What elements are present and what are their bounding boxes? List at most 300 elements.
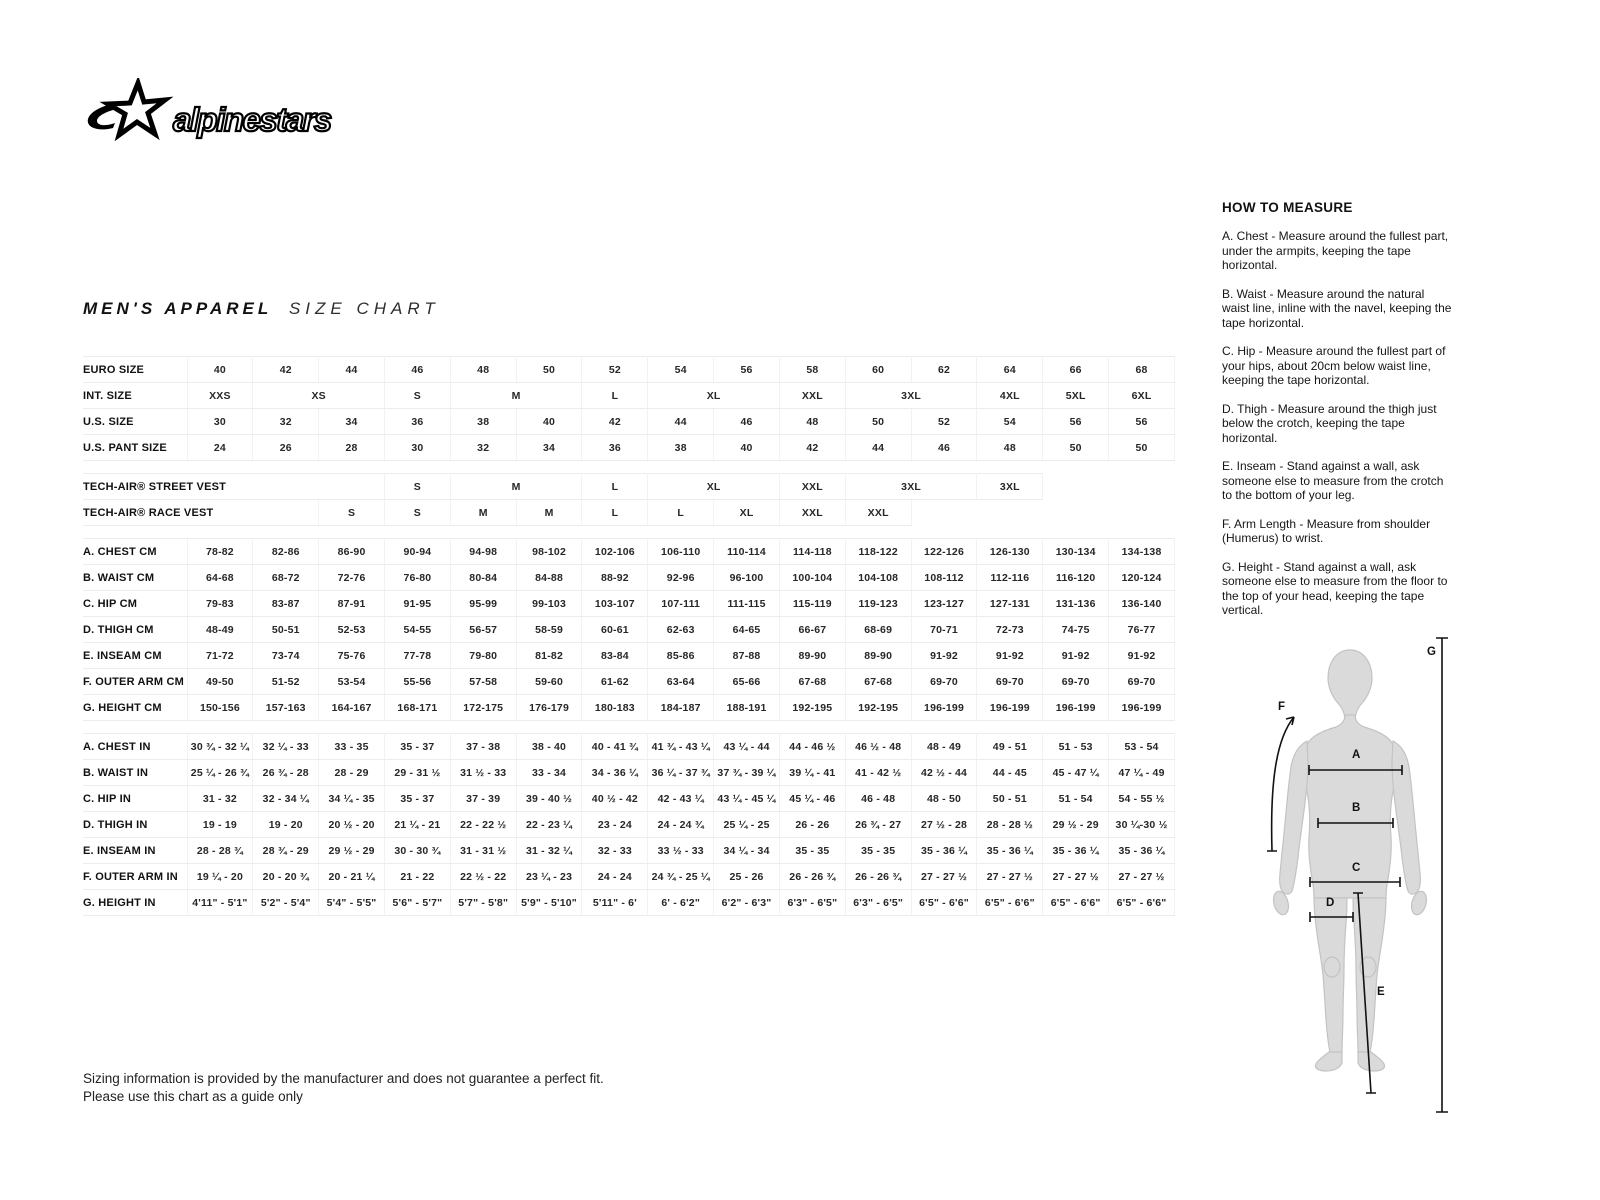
- table-section-gap: [83, 526, 1175, 539]
- size-cell: 50: [845, 409, 911, 435]
- size-chart-table-body: [83, 357, 1175, 916]
- size-cell: 35 - 37: [384, 734, 450, 760]
- size-cell: 25 ¼ - 26 ¾: [187, 760, 253, 786]
- size-cell: 188-191: [714, 695, 780, 721]
- size-cell: 33 - 35: [319, 734, 385, 760]
- size-cell: 46: [911, 435, 977, 461]
- size-cell: XXL: [779, 383, 845, 409]
- diagram-label-a: A: [1352, 749, 1361, 761]
- size-cell: 35 - 35: [779, 838, 845, 864]
- size-cell: 49 - 51: [977, 734, 1043, 760]
- size-cell: 35 - 37: [384, 786, 450, 812]
- size-cell: 196-199: [1043, 695, 1109, 721]
- size-cell: 20 ½ - 20: [319, 812, 385, 838]
- size-cell: 35 - 36 ¼: [911, 838, 977, 864]
- size-cell: 34: [319, 409, 385, 435]
- size-cell: XS: [253, 383, 385, 409]
- size-cell: 192-195: [845, 695, 911, 721]
- size-cell: 32: [450, 435, 516, 461]
- size-cell: 119-123: [845, 591, 911, 617]
- size-cell: 33 - 34: [516, 760, 582, 786]
- size-cell: 91-92: [911, 643, 977, 669]
- size-cell: 36 ¼ - 37 ¾: [648, 760, 714, 786]
- table-section-gap: [83, 721, 1175, 734]
- size-cell: 32 ¼ - 33: [253, 734, 319, 760]
- size-cell: 27 - 27 ½: [977, 864, 1043, 890]
- size-cell: 64: [977, 357, 1043, 383]
- size-cell: 71-72: [187, 643, 253, 669]
- size-cell: 50 - 51: [977, 786, 1043, 812]
- size-cell: 91-95: [384, 591, 450, 617]
- size-cell: 5XL: [1043, 383, 1109, 409]
- size-cell: 3XL: [977, 474, 1043, 500]
- size-cell: 43 ¼ - 44: [714, 734, 780, 760]
- size-cell: 55-56: [384, 669, 450, 695]
- size-cell: 6'3" - 6'5": [845, 890, 911, 916]
- height-measure-line: [1436, 638, 1448, 1112]
- size-cell: 68: [1109, 357, 1175, 383]
- size-cell: 78-82: [187, 539, 253, 565]
- size-cell: 62-63: [648, 617, 714, 643]
- size-cell: 89-90: [845, 643, 911, 669]
- size-cell: 3XL: [845, 474, 977, 500]
- size-cell: 114-118: [779, 539, 845, 565]
- table-row: [83, 539, 1175, 565]
- size-cell: 172-175: [450, 695, 516, 721]
- size-cell: 42: [779, 435, 845, 461]
- size-cell: 60-61: [582, 617, 648, 643]
- page-title-main: MEN'S APPAREL: [83, 299, 273, 318]
- size-cell: 115-119: [779, 591, 845, 617]
- row-label: D. THIGH IN: [83, 812, 187, 838]
- size-cell: 26 - 26 ¾: [845, 864, 911, 890]
- table-section-gap-cell: [83, 721, 1175, 734]
- size-cell: 88-92: [582, 565, 648, 591]
- size-cell: 51 - 53: [1043, 734, 1109, 760]
- size-cell: 46 ½ - 48: [845, 734, 911, 760]
- table-row: [83, 500, 1175, 526]
- size-cell: 95-99: [450, 591, 516, 617]
- row-label: A. CHEST IN: [83, 734, 187, 760]
- empty-cell: [911, 500, 1174, 526]
- size-cell: 63-64: [648, 669, 714, 695]
- size-cell: 28 - 28 ¾: [187, 838, 253, 864]
- size-cell: 30: [187, 409, 253, 435]
- size-cell: 29 ½ - 29: [319, 838, 385, 864]
- size-cell: 57-58: [450, 669, 516, 695]
- size-cell: 26: [253, 435, 319, 461]
- size-cell: 116-120: [1043, 565, 1109, 591]
- table-row: [83, 643, 1175, 669]
- size-cell: 20 - 21 ¼: [319, 864, 385, 890]
- size-cell: 74-75: [1043, 617, 1109, 643]
- size-cell: 23 ¼ - 23: [516, 864, 582, 890]
- size-cell: 80-84: [450, 565, 516, 591]
- size-cell: 196-199: [977, 695, 1043, 721]
- table-row: [83, 383, 1175, 409]
- size-cell: 6'5" - 6'6": [911, 890, 977, 916]
- size-cell: 196-199: [1109, 695, 1175, 721]
- size-cell: 83-87: [253, 591, 319, 617]
- size-cell: 34: [516, 435, 582, 461]
- size-cell: 102-106: [582, 539, 648, 565]
- size-cell: 46: [384, 357, 450, 383]
- size-cell: 37 - 38: [450, 734, 516, 760]
- size-cell: 38: [648, 435, 714, 461]
- table-section-gap-cell: [83, 526, 1175, 539]
- size-cell: 180-183: [582, 695, 648, 721]
- size-cell: 20 - 20 ¾: [253, 864, 319, 890]
- size-cell: M: [450, 383, 582, 409]
- size-cell: 6'2" - 6'3": [714, 890, 780, 916]
- table-row: [83, 864, 1175, 890]
- size-cell: 64-65: [714, 617, 780, 643]
- size-cell: 42: [582, 409, 648, 435]
- size-cell: 22 - 23 ¼: [516, 812, 582, 838]
- size-cell: 91-92: [1109, 643, 1175, 669]
- size-cell: 103-107: [582, 591, 648, 617]
- size-cell: 35 - 36 ¼: [977, 838, 1043, 864]
- size-cell: 39 ¼ - 41: [779, 760, 845, 786]
- size-cell: 42 - 43 ¼: [648, 786, 714, 812]
- size-cell: 35 - 36 ¼: [1043, 838, 1109, 864]
- size-cell: 69-70: [911, 669, 977, 695]
- logo-wordmark: alpinestars: [173, 101, 331, 138]
- size-cell: 118-122: [845, 539, 911, 565]
- size-cell: S: [319, 500, 385, 526]
- size-cell: 38: [450, 409, 516, 435]
- size-cell: 32: [253, 409, 319, 435]
- size-cell: 31 - 32 ¼: [516, 838, 582, 864]
- size-cell: 24 ¾ - 25 ¼: [648, 864, 714, 890]
- size-cell: 35 - 35: [845, 838, 911, 864]
- size-cell: 98-102: [516, 539, 582, 565]
- size-cell: 79-80: [450, 643, 516, 669]
- size-cell: XXL: [845, 500, 911, 526]
- size-cell: 136-140: [1109, 591, 1175, 617]
- empty-cell: [1043, 474, 1175, 500]
- size-cell: 50: [516, 357, 582, 383]
- size-cell: 5'9" - 5'10": [516, 890, 582, 916]
- row-label: D. THIGH CM: [83, 617, 187, 643]
- size-cell: 4'11" - 5'1": [187, 890, 253, 916]
- diagram-label-e: E: [1377, 986, 1385, 998]
- size-cell: 31 ½ - 33: [450, 760, 516, 786]
- diagram-label-f: F: [1278, 701, 1286, 713]
- size-cell: 54: [648, 357, 714, 383]
- size-cell: 30 ¼-30 ½: [1109, 812, 1175, 838]
- table-row: [83, 760, 1175, 786]
- size-cell: 4XL: [977, 383, 1043, 409]
- size-cell: XXS: [187, 383, 253, 409]
- size-cell: 89-90: [779, 643, 845, 669]
- size-cell: 56-57: [450, 617, 516, 643]
- size-cell: 32 - 34 ¼: [253, 786, 319, 812]
- size-cell: 108-112: [911, 565, 977, 591]
- size-cell: 30 - 30 ¾: [384, 838, 450, 864]
- size-cell: 54-55: [384, 617, 450, 643]
- size-cell: 44 - 46 ½: [779, 734, 845, 760]
- size-cell: 157-163: [253, 695, 319, 721]
- size-cell: 134-138: [1109, 539, 1175, 565]
- body-figure-icon: [1230, 615, 1600, 1120]
- size-cell: 46 - 48: [845, 786, 911, 812]
- table-row: [83, 591, 1175, 617]
- table-row: [83, 734, 1175, 760]
- size-cell: L: [582, 474, 648, 500]
- size-cell: 72-73: [977, 617, 1043, 643]
- size-cell: L: [648, 500, 714, 526]
- diagram-label-c: C: [1352, 862, 1361, 874]
- size-cell: 42 ½ - 44: [911, 760, 977, 786]
- measure-instruction-chest: A. Chest - Measure around the fullest part, under the armpits, keeping the tape horizontal.: [1222, 229, 1449, 272]
- size-cell: 22 - 22 ½: [450, 812, 516, 838]
- table-row: [83, 617, 1175, 643]
- size-cell: 34 ¼ - 35: [319, 786, 385, 812]
- size-cell: 104-108: [845, 565, 911, 591]
- row-label: G. HEIGHT IN: [83, 890, 187, 916]
- size-cell: 130-134: [1043, 539, 1109, 565]
- how-to-measure-title: HOW TO MEASURE: [1222, 200, 1353, 215]
- diagram-label-b: B: [1352, 802, 1361, 814]
- size-cell: 54: [977, 409, 1043, 435]
- size-cell: 30 ¾ - 32 ¼: [187, 734, 253, 760]
- size-cell: 51 - 54: [1043, 786, 1109, 812]
- size-cell: 46: [714, 409, 780, 435]
- size-cell: 60: [845, 357, 911, 383]
- size-cell: 68-69: [845, 617, 911, 643]
- row-label: E. INSEAM CM: [83, 643, 187, 669]
- measure-instruction-thigh: D. Thigh - Measure around the thigh just below the crotch, keeping the tape horizontal.: [1222, 401, 1437, 445]
- size-cell: 24: [187, 435, 253, 461]
- table-section-gap-cell: [83, 461, 1175, 474]
- size-cell: 150-156: [187, 695, 253, 721]
- size-cell: 87-88: [714, 643, 780, 669]
- size-cell: 53 - 54: [1109, 734, 1175, 760]
- size-cell: 23 - 24: [582, 812, 648, 838]
- size-cell: L: [582, 500, 648, 526]
- size-cell: 52: [911, 409, 977, 435]
- row-label: C. HIP IN: [83, 786, 187, 812]
- row-label: INT. SIZE: [83, 383, 187, 409]
- size-cell: 82-86: [253, 539, 319, 565]
- size-cell: 123-127: [911, 591, 977, 617]
- size-cell: 40 - 41 ¾: [582, 734, 648, 760]
- row-label: F. OUTER ARM IN: [83, 864, 187, 890]
- measure-instruction-waist: B. Waist - Measure around the natural waist line, inline with the navel, keeping the tape horizontal.: [1222, 286, 1452, 330]
- size-cell: 26 - 26: [779, 812, 845, 838]
- size-cell: 28: [319, 435, 385, 461]
- size-cell: 164-167: [319, 695, 385, 721]
- size-cell: 5'11" - 6': [582, 890, 648, 916]
- size-cell: 65-66: [714, 669, 780, 695]
- disclaimer-line-1: Sizing information is provided by the manufacturer and does not guarantee a perfect fit.: [83, 1071, 604, 1086]
- size-cell: 52: [582, 357, 648, 383]
- size-cell: 19 - 19: [187, 812, 253, 838]
- size-cell: 69-70: [977, 669, 1043, 695]
- size-cell: 67-68: [845, 669, 911, 695]
- size-cell: 3XL: [845, 383, 977, 409]
- size-cell: M: [516, 500, 582, 526]
- size-cell: 94-98: [450, 539, 516, 565]
- diagram-label-g: G: [1427, 646, 1436, 658]
- size-cell: 76-77: [1109, 617, 1175, 643]
- size-cell: M: [450, 500, 516, 526]
- size-cell: 27 ½ - 28: [911, 812, 977, 838]
- size-cell: 6'5" - 6'6": [1109, 890, 1175, 916]
- size-cell: 111-115: [714, 591, 780, 617]
- size-cell: XL: [714, 500, 780, 526]
- size-cell: 25 - 26: [714, 864, 780, 890]
- size-cell: 30: [384, 435, 450, 461]
- size-cell: 31 - 32: [187, 786, 253, 812]
- table-row: [83, 695, 1175, 721]
- size-cell: 19 - 20: [253, 812, 319, 838]
- body-measurement-diagram: [1230, 615, 1600, 1120]
- size-cell: 192-195: [779, 695, 845, 721]
- size-cell: 107-111: [648, 591, 714, 617]
- size-cell: 5'4" - 5'5": [319, 890, 385, 916]
- size-cell: 25 ¼ - 25: [714, 812, 780, 838]
- size-cell: 6'3" - 6'5": [779, 890, 845, 916]
- size-cell: XXL: [779, 500, 845, 526]
- size-cell: 76-80: [384, 565, 450, 591]
- size-cell: S: [384, 383, 450, 409]
- size-cell: 34 ¼ - 34: [714, 838, 780, 864]
- size-cell: 48: [977, 435, 1043, 461]
- size-cell: 67-68: [779, 669, 845, 695]
- size-cell: 28 ¾ - 29: [253, 838, 319, 864]
- size-cell: 31 - 31 ½: [450, 838, 516, 864]
- size-cell: 91-92: [977, 643, 1043, 669]
- size-cell: S: [384, 500, 450, 526]
- size-cell: 36: [384, 409, 450, 435]
- size-cell: 29 - 31 ½: [384, 760, 450, 786]
- size-cell: 99-103: [516, 591, 582, 617]
- size-cell: 84-88: [516, 565, 582, 591]
- size-cell: 37 ¾ - 39 ¼: [714, 760, 780, 786]
- size-cell: 106-110: [648, 539, 714, 565]
- table-row: [83, 786, 1175, 812]
- size-cell: 6'5" - 6'6": [1043, 890, 1109, 916]
- size-cell: 51-52: [253, 669, 319, 695]
- size-cell: 86-90: [319, 539, 385, 565]
- size-cell: 56: [1043, 409, 1109, 435]
- size-cell: 85-86: [648, 643, 714, 669]
- size-cell: 5'2" - 5'4": [253, 890, 319, 916]
- size-cell: 122-126: [911, 539, 977, 565]
- size-cell: M: [450, 474, 582, 500]
- size-cell: 5'6" - 5'7": [384, 890, 450, 916]
- size-cell: 62: [911, 357, 977, 383]
- size-cell: 96-100: [714, 565, 780, 591]
- size-cell: 77-78: [384, 643, 450, 669]
- measure-instruction-inseam: E. Inseam - Stand against a wall, ask someone else to measure from the crotch to the bottom of your leg.: [1222, 459, 1444, 502]
- size-cell: 40: [187, 357, 253, 383]
- size-cell: 58-59: [516, 617, 582, 643]
- size-cell: 33 ½ - 33: [648, 838, 714, 864]
- size-cell: 50-51: [253, 617, 319, 643]
- size-cell: 184-187: [648, 695, 714, 721]
- size-cell: 90-94: [384, 539, 450, 565]
- size-cell: 24 - 24: [582, 864, 648, 890]
- size-cell: 29 ½ - 29: [1043, 812, 1109, 838]
- row-label: C. HIP CM: [83, 591, 187, 617]
- size-cell: 68-72: [253, 565, 319, 591]
- size-cell: 5'7" - 5'8": [450, 890, 516, 916]
- size-chart-table: [83, 356, 1175, 916]
- size-cell: 26 - 26 ¾: [779, 864, 845, 890]
- size-cell: 50: [1109, 435, 1175, 461]
- size-cell: 6' - 6'2": [648, 890, 714, 916]
- size-cell: 61-62: [582, 669, 648, 695]
- size-cell: 6'5" - 6'6": [977, 890, 1043, 916]
- measure-instruction-arm: F. Arm Length - Measure from shoulder (Humerus) to wrist.: [1222, 516, 1431, 545]
- size-cell: 48 - 49: [911, 734, 977, 760]
- size-cell: 26 ¾ - 28: [253, 760, 319, 786]
- size-cell: XL: [648, 383, 780, 409]
- row-label: G. HEIGHT CM: [83, 695, 187, 721]
- row-label: B. WAIST CM: [83, 565, 187, 591]
- size-cell: 48: [779, 409, 845, 435]
- table-row: [83, 812, 1175, 838]
- size-cell: 176-179: [516, 695, 582, 721]
- size-cell: 79-83: [187, 591, 253, 617]
- row-label: U.S. SIZE: [83, 409, 187, 435]
- row-label: U.S. PANT SIZE: [83, 435, 187, 461]
- size-cell: 73-74: [253, 643, 319, 669]
- size-cell: 26 ¾ - 27: [845, 812, 911, 838]
- size-cell: 75-76: [319, 643, 385, 669]
- row-label: TECH-AIR® STREET VEST: [83, 474, 187, 500]
- measure-instruction-hip: C. Hip - Measure around the fullest part of your hips, about 20cm below waist line, keeping the tape horizontal.: [1222, 344, 1446, 387]
- table-row: [83, 357, 1175, 383]
- size-cell: 87-91: [319, 591, 385, 617]
- table-row: [83, 435, 1175, 461]
- size-cell: 42: [253, 357, 319, 383]
- size-cell: 56: [1109, 409, 1175, 435]
- table-row: [83, 669, 1175, 695]
- disclaimer: [83, 1070, 604, 1105]
- table-section-gap: [83, 461, 1175, 474]
- size-cell: 28 - 28 ½: [977, 812, 1043, 838]
- size-cell: 40: [516, 409, 582, 435]
- size-cell: 127-131: [977, 591, 1043, 617]
- size-cell: 168-171: [384, 695, 450, 721]
- alpinestars-logo: [83, 78, 353, 154]
- size-cell: 34 - 36 ¼: [582, 760, 648, 786]
- row-label: EURO SIZE: [83, 357, 187, 383]
- size-cell: 131-136: [1043, 591, 1109, 617]
- size-cell: 47 ¼ - 49: [1109, 760, 1175, 786]
- size-cell: 19 ¼ - 20: [187, 864, 253, 890]
- size-cell: 41 - 42 ½: [845, 760, 911, 786]
- table-row: [83, 565, 1175, 591]
- size-cell: 24 - 24 ¾: [648, 812, 714, 838]
- size-cell: S: [384, 474, 450, 500]
- size-cell: 50: [1043, 435, 1109, 461]
- size-cell: 43 ¼ - 45 ¼: [714, 786, 780, 812]
- size-cell: 45 ¼ - 46: [779, 786, 845, 812]
- size-cell: 6XL: [1109, 383, 1175, 409]
- size-cell: 21 - 22: [384, 864, 450, 890]
- row-label: B. WAIST IN: [83, 760, 187, 786]
- size-cell: 56: [714, 357, 780, 383]
- size-cell: 112-116: [977, 565, 1043, 591]
- size-cell: 69-70: [1043, 669, 1109, 695]
- size-cell: XXL: [779, 474, 845, 500]
- row-label: F. OUTER ARM CM: [83, 669, 187, 695]
